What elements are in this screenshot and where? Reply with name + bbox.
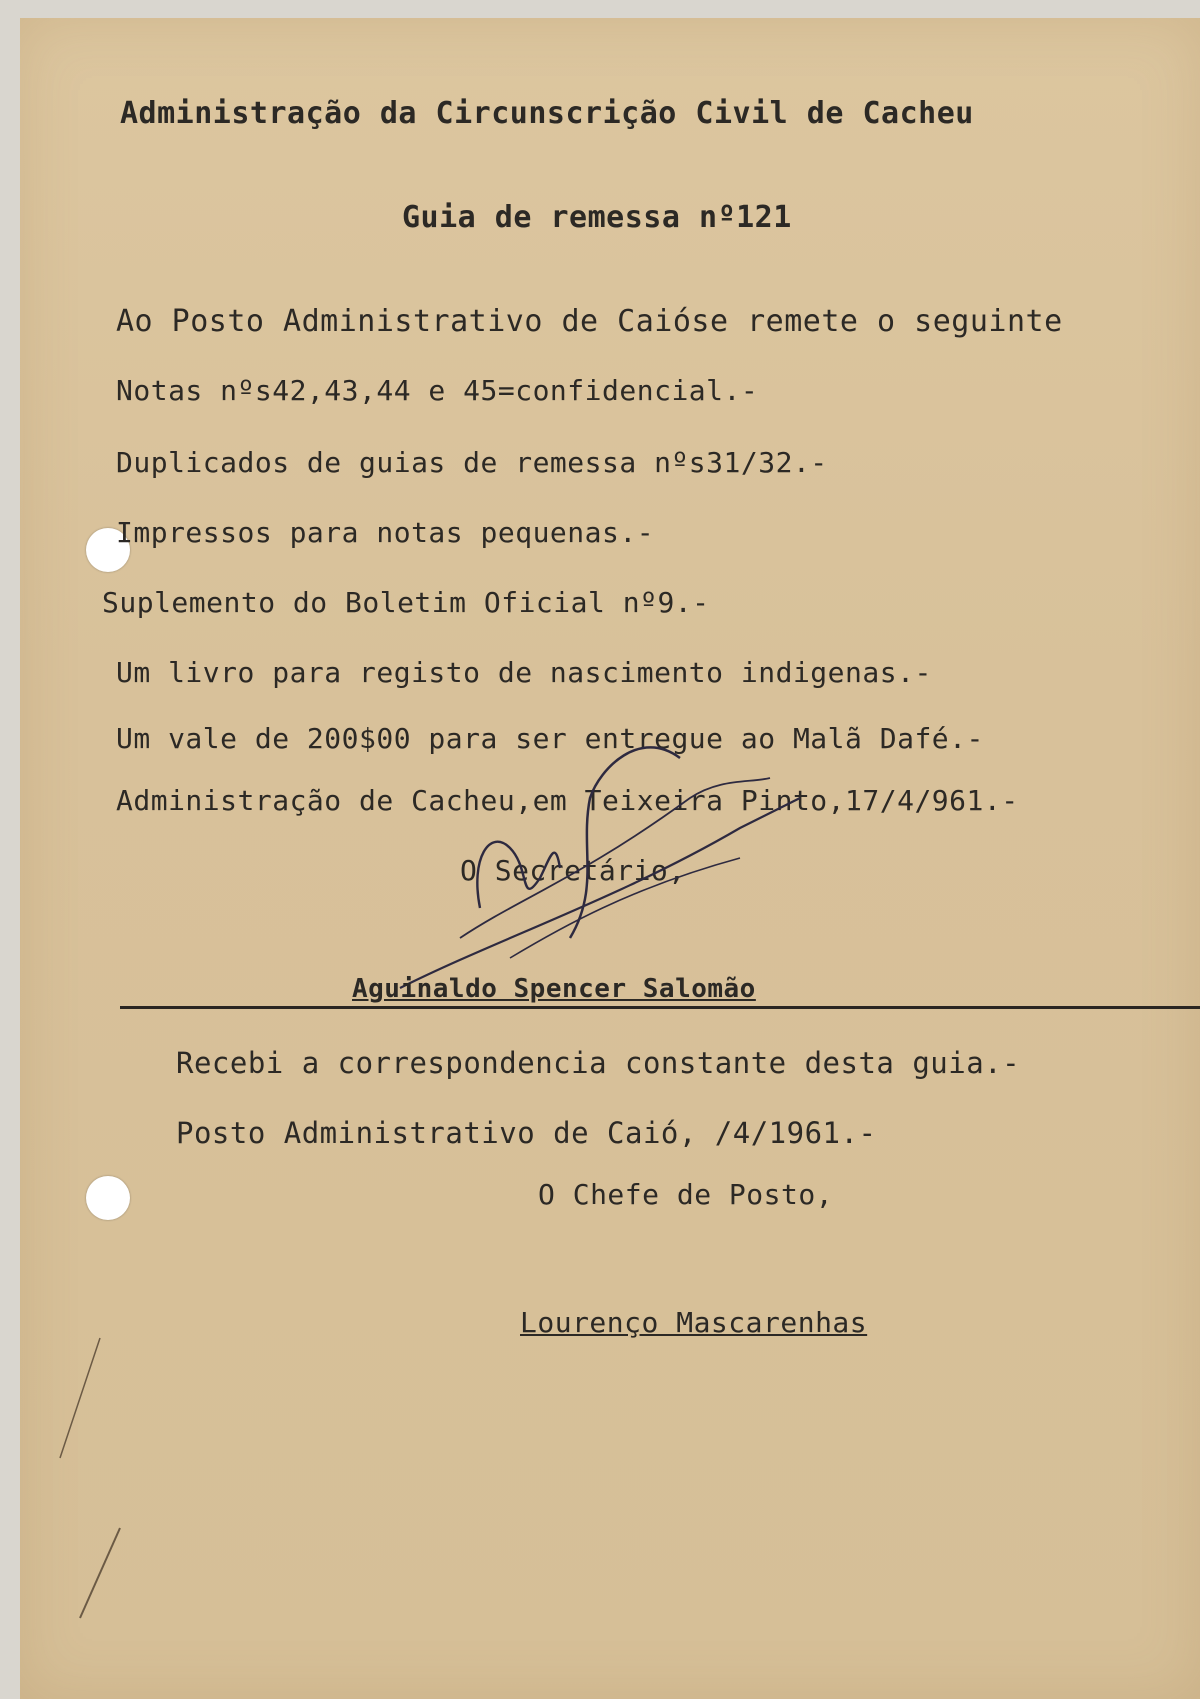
sender-role: O Secretário, xyxy=(460,854,686,887)
list-item: Um livro para registo de nascimento indigenas.- xyxy=(116,656,932,689)
punch-hole-bottom xyxy=(86,1176,130,1220)
list-item: Impressos para notas pequenas.- xyxy=(116,516,655,549)
document-page xyxy=(20,18,1200,1699)
list-item: Duplicados de guias de remessa nºs31/32.- xyxy=(116,446,828,479)
list-item: Suplemento do Boletim Oficial nº9.- xyxy=(102,586,710,619)
receipt-name: Lourenço Mascarenhas xyxy=(520,1306,868,1339)
sender-signature xyxy=(360,738,820,998)
receipt-place-date: Posto Administrativo de Caió, /4/1961.- xyxy=(176,1116,877,1150)
intro-line: Ao Posto Administrativo de Caióse remete o seguinte xyxy=(116,304,1063,339)
receipt-statement: Recebi a correspondencia constante desta guia.- xyxy=(176,1046,1021,1080)
document-title: Administração da Circunscrição Civil de Cacheu xyxy=(120,96,974,131)
list-item: Notas nºs42,43,44 e 45=confidencial.- xyxy=(116,374,759,407)
divider-line xyxy=(120,1006,1200,1009)
sender-name: Aguinaldo Spencer Salomão xyxy=(352,974,756,1004)
document-subtitle: Guia de remessa nº121 xyxy=(402,200,792,235)
place-date-line: Administração de Cacheu,em Teixeira Pinto,17/4/961.- xyxy=(116,784,1019,817)
edge-marks xyxy=(40,1318,160,1618)
receipt-role: O Chefe de Posto, xyxy=(538,1178,834,1211)
list-item: Um vale de 200$00 para ser entregue ao Malã Dafé.- xyxy=(116,722,984,755)
